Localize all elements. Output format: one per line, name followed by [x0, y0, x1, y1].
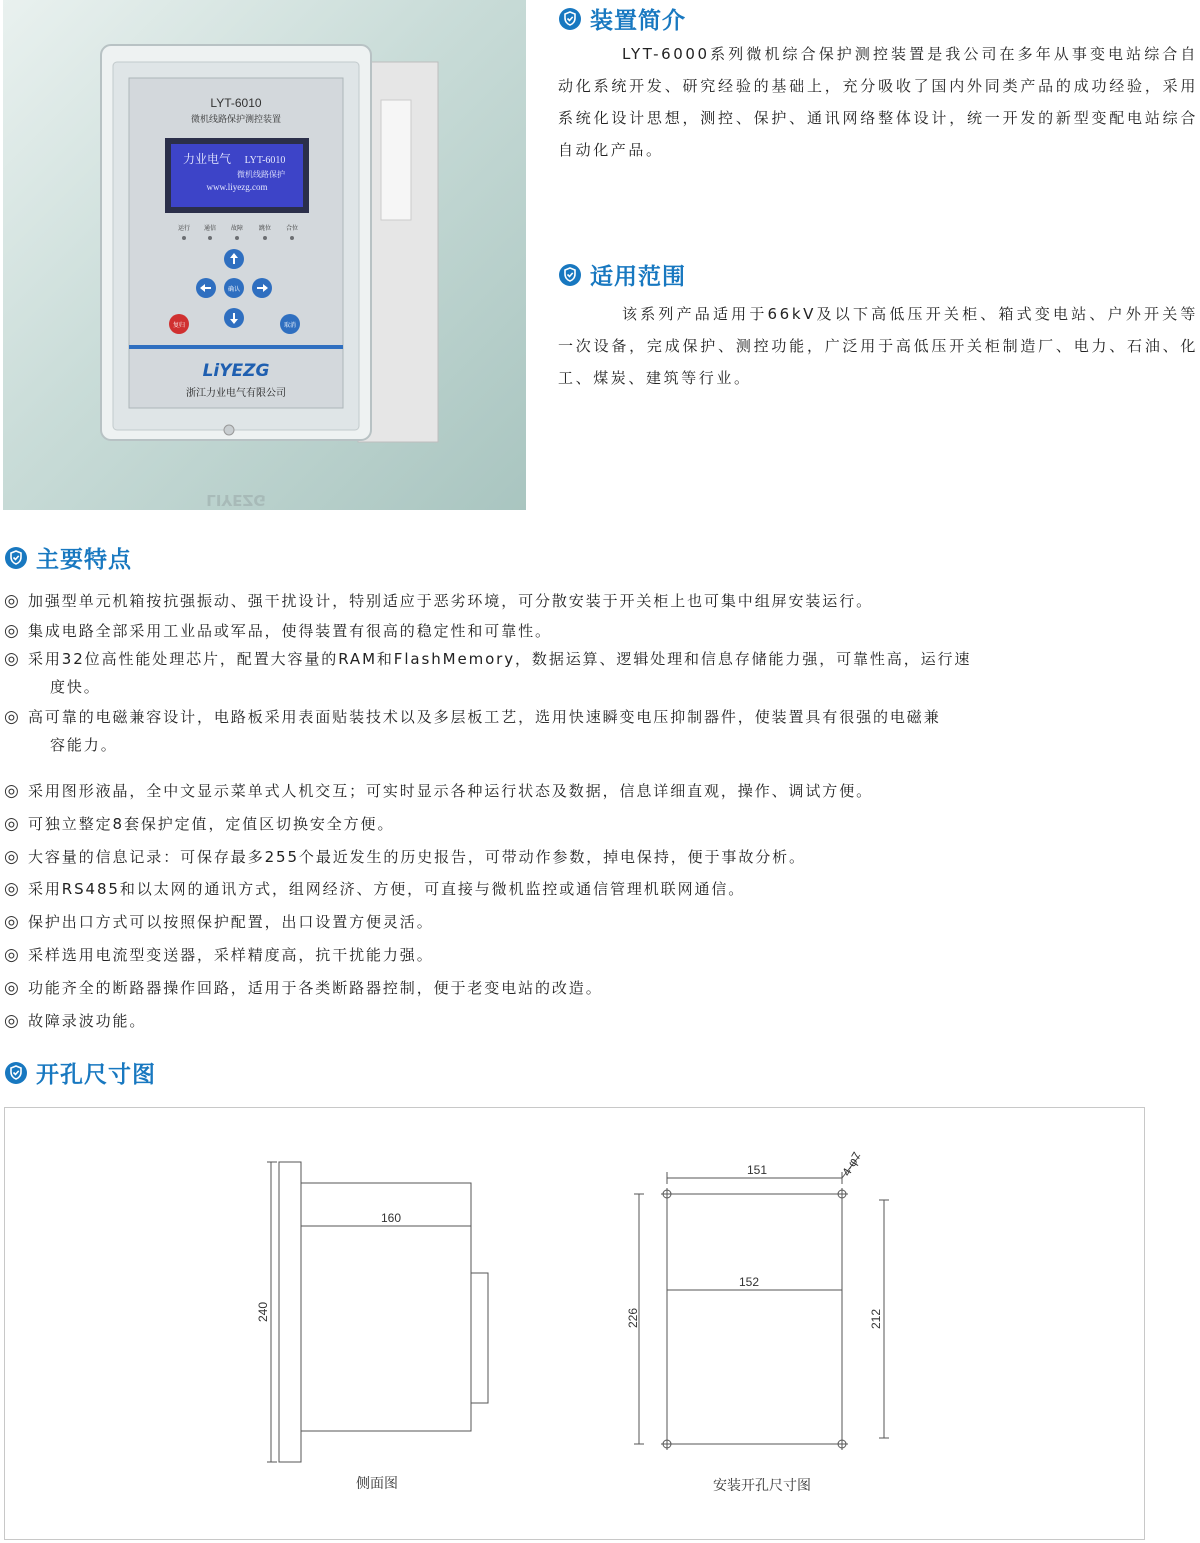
feature-item [4, 1007, 1184, 1035]
cutout-heading [4, 1056, 156, 1089]
product-photo [3, 0, 526, 510]
features-title: 主要特点 [36, 547, 132, 573]
feature-item [4, 941, 1184, 969]
panel-cutout-caption: 安装开孔尺寸图 [713, 1478, 811, 1494]
feature-text: 集成电路全部采用工业品或军品，使得装置有很高的稳定性和可靠性。 [28, 622, 552, 640]
feature-item [4, 974, 1184, 1002]
device-company: 浙江力业电气有限公司 [186, 388, 286, 399]
feature-text: 采用32位高性能处理芯片，配置大容量的RAM和FlashMemory，数据运算、逻辑处理和信息存储能力强，可靠性高，运行速 [28, 650, 972, 668]
lcd-model: LYT-6010 [244, 155, 286, 166]
feature-text: 高可靠的电磁兼容设计，电路板采用表面贴装技术以及多层板工艺，选用快速瞬变电压抑制器件，使装置具有很强的电磁兼 [28, 708, 941, 726]
device-reflection: LIYEZG [206, 491, 266, 509]
feature-text: 可独立整定8套保护定值，定值区切换安全方便。 [28, 815, 395, 833]
side-height-label: 240 [256, 1301, 270, 1323]
bullet-icon: ◎ [4, 879, 21, 899]
feature-text: 大容量的信息记录：可保存最多255个最近发生的历史报告，可带动作参数，掉电保持，便于事故分析。 [28, 848, 806, 866]
feature-text-continued: 度快。 [50, 678, 101, 696]
feature-text: 采用图形液晶，全中文显示菜单式人机交互；可实时显示各种运行状态及数据，信息详细直观，操作、调试方便。 [28, 782, 874, 800]
bullet-icon: ◎ [4, 781, 21, 801]
lcd-brand: 力业电气 [182, 152, 232, 166]
panel-inner-width-label: 152 [738, 1275, 760, 1289]
scope-title: 适用范围 [590, 264, 686, 290]
features-heading [4, 541, 132, 574]
bullet-icon: ◎ [4, 912, 21, 932]
bullet-icon: ◎ [4, 814, 21, 834]
device-illustration [3, 0, 526, 510]
device-logo: LiYEZG [202, 361, 270, 381]
bullet-icon: ◎ [4, 707, 21, 727]
side-terminal [471, 1273, 488, 1403]
side-front-plate [279, 1162, 301, 1462]
bullet-icon: ◎ [4, 1011, 21, 1031]
cutout-drawing [4, 1107, 1145, 1540]
key-cancel-label: 取消 [283, 322, 297, 329]
bullet-icon: ◎ [4, 621, 21, 641]
feature-item [4, 703, 1184, 759]
screw-icon [224, 425, 234, 435]
feature-item [4, 587, 1184, 615]
feature-text: 故障录波功能。 [28, 1012, 147, 1030]
feature-text: 保护出口方式可以按照保护配置，出口设置方便灵活。 [28, 913, 434, 931]
key-confirm-label: 确认 [227, 286, 241, 293]
bullet-icon: ◎ [4, 847, 21, 867]
indicator-label: 通信 [203, 225, 217, 232]
scope-text: 该系列产品适用于66kV及以下高低压开关柜、箱式变电站、户外开关等一次设备，完成保护、测控功能，广泛用于高低压开关柜制造厂、电力、石油、化工、煤炭、建筑等行业。 [558, 305, 1198, 387]
shield-check-icon [558, 263, 582, 287]
shield-check-icon [4, 546, 28, 570]
feature-item [4, 617, 1184, 645]
key-reset-label: 复归 [172, 322, 186, 329]
indicator-label: 跳位 [258, 225, 272, 232]
panel-left-height-label: 226 [626, 1307, 640, 1329]
side-depth-label: 160 [380, 1211, 402, 1225]
lcd-name: 微机线路保护 [237, 170, 285, 179]
feature-text: 加强型单元机箱按抗强振动、强干扰设计，特别适应于恶劣环境，可分散安装于开关柜上也可集中组屏安装运行。 [28, 592, 874, 610]
cutout-drawing-svg [5, 1108, 1144, 1539]
bullet-icon: ◎ [4, 591, 21, 611]
feature-text-continued: 容能力。 [50, 736, 118, 754]
shield-check-icon [558, 7, 582, 31]
side-view-caption: 侧面图 [356, 1476, 398, 1492]
logo-band [129, 345, 343, 349]
feature-item [4, 875, 1184, 903]
feature-item [4, 843, 1184, 871]
intro-title: 装置简介 [590, 8, 686, 34]
feature-text: 采样选用电流型变送器，采样精度高，抗干扰能力强。 [28, 946, 434, 964]
indicator-label: 故障 [230, 225, 244, 232]
feature-item [4, 810, 1184, 838]
intro-heading [558, 2, 686, 35]
panel-top-width-label: 151 [746, 1163, 768, 1177]
feature-text: 采用RS485和以太网的通讯方式，组网经济、方便，可直接与微机监控或通信管理机联网通信。 [28, 880, 746, 898]
lcd-url: www.liyezg.com [206, 182, 268, 192]
scope-heading [558, 258, 686, 291]
cutout-title: 开孔尺寸图 [36, 1062, 156, 1088]
feature-item [4, 645, 1184, 701]
indicator-label: 运行 [177, 225, 191, 232]
shield-check-icon [4, 1061, 28, 1085]
device-label-sticker [381, 100, 411, 220]
bullet-icon: ◎ [4, 649, 21, 669]
panel-right-height-label: 212 [869, 1308, 883, 1330]
indicator-label: 合位 [285, 225, 299, 232]
device-model: LYT-6010 [210, 96, 262, 110]
panel-cutout-rect [667, 1194, 842, 1444]
bullet-icon: ◎ [4, 978, 21, 998]
feature-item [4, 908, 1184, 936]
device-name: 微机线路保护测控装置 [190, 115, 282, 125]
feature-item [4, 777, 1184, 805]
bullet-icon: ◎ [4, 945, 21, 965]
feature-text: 功能齐全的断路器操作回路，适用于各类断路器控制，便于老变电站的改造。 [28, 979, 603, 997]
device-faceplate [129, 78, 343, 408]
intro-text: LYT-6000系列微机综合保护测控装置是我公司在多年从事变电站综合自动化系统开发、研究经验的基础上，充分吸收了国内外同类产品的成功经验，采用系统化设计思想，测控、保护、通讯网络整体设计，统一开发的新型变配电站综合自动化产品。 [558, 45, 1198, 159]
hole-spec-label: 4-φ7 [839, 1149, 864, 1179]
